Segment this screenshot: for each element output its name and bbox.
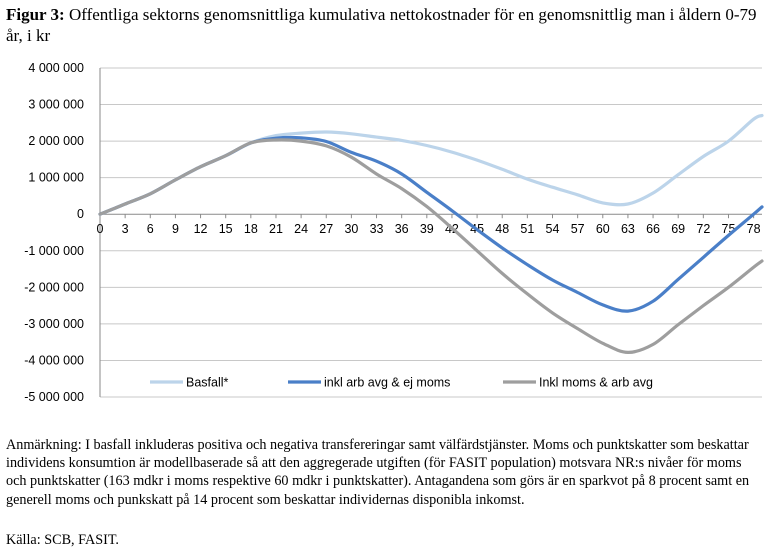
x-tick-label: 45 <box>470 222 485 237</box>
x-tick-label: 33 <box>369 222 384 237</box>
x-tick-label: 21 <box>269 222 283 237</box>
x-tick-label: 12 <box>193 222 208 237</box>
legend-label: Inkl moms & arb avg <box>539 375 653 390</box>
legend-label: Basfall* <box>186 375 229 390</box>
x-tick-label: 24 <box>294 222 309 237</box>
x-tick-label: 6 <box>146 222 154 237</box>
y-tick-label: 2 000 000 <box>28 134 84 149</box>
figure-label: Figur 3: <box>6 5 65 24</box>
y-tick-label: -4 000 000 <box>24 353 84 368</box>
x-tick-label: 30 <box>344 222 359 237</box>
x-tick-label: 39 <box>419 222 434 237</box>
x-tick-label: 42 <box>444 222 459 237</box>
x-axis-ticks <box>97 214 761 236</box>
x-tick-label: 15 <box>218 222 233 237</box>
y-tick-label: 0 <box>77 207 84 222</box>
x-tick-label: 3 <box>121 222 129 237</box>
x-tick-label: 9 <box>171 222 179 237</box>
y-tick-label: 3 000 000 <box>28 97 84 112</box>
source-text: Källa: SCB, FASIT. <box>6 532 119 548</box>
y-tick-label: -2 000 000 <box>24 280 84 295</box>
y-tick-label: -5 000 000 <box>24 390 84 404</box>
x-tick-label: 72 <box>696 222 711 237</box>
figure-title <box>6 4 761 46</box>
y-tick-label: -1 000 000 <box>24 243 84 258</box>
x-tick-label: 66 <box>646 222 661 237</box>
y-tick-label: 1 000 000 <box>28 170 84 185</box>
line-chart <box>0 55 771 427</box>
x-tick-label: 60 <box>595 222 610 237</box>
legend-label: inkl arb avg & ej moms <box>324 375 451 390</box>
x-tick-label: 69 <box>671 222 686 237</box>
legend <box>150 376 653 390</box>
x-tick-label: 18 <box>243 222 258 237</box>
figure-title-text: Offentliga sektorns genomsnittliga kumulativa nettokostnader för en genomsnittlig man i åldern 0-79 år, i kr <box>6 5 757 45</box>
y-tick-label: -3 000 000 <box>24 316 84 331</box>
note-text: Anmärkning: I basfall inkluderas positiva och negativa transfereringar samt välfärdstjänster. Moms och punktskatter som beskattar individens konsumtion är modellbaserade så att den aggregerade utgiften (för FASIT population) motsvara NR:s nivåer för moms och punktskatter (163 mdkr i moms respektive 60 mdkr i punktskatter). Antagandena som görs är en sparkvot på 8 procent samt en generell moms och punkskatt på 14 procent som beskattar individernas disponibla inkomst. <box>6 437 750 508</box>
x-tick-label: 54 <box>545 222 560 237</box>
x-tick-label: 57 <box>570 222 585 237</box>
x-tick-label: 51 <box>520 222 535 237</box>
x-tick-label: 36 <box>394 222 409 237</box>
x-tick-label: 78 <box>746 222 761 237</box>
x-tick-label: 63 <box>620 222 635 237</box>
x-tick-label: 0 <box>96 222 104 237</box>
y-tick-label: 4 000 000 <box>28 61 84 75</box>
x-tick-label: 27 <box>319 222 334 237</box>
x-tick-label: 75 <box>721 222 736 237</box>
series-line-1 <box>100 116 762 215</box>
series-line-3 <box>100 140 762 353</box>
x-tick-label: 48 <box>495 222 510 237</box>
y-axis-ticks <box>24 61 84 404</box>
